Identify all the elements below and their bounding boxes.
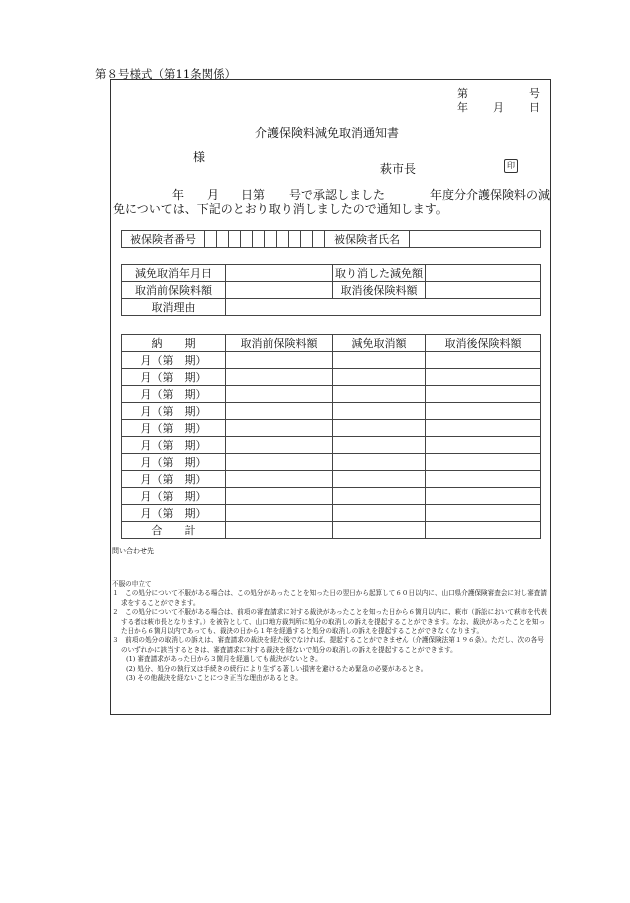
- table-row: [122, 420, 541, 437]
- insured-number-digit[interactable]: [277, 231, 289, 248]
- body-day-no: 日第: [241, 188, 266, 202]
- note-item-3: ３ 前項の処分の取消しの訴えは、審査請求の裁決を経た後でなければ、提起することができません（介護保険法第１９６条）。ただし、次の各号のいずれかに該当するときは、審査請求に対する裁決を経ないで処分の取消しの訴えを提起することができます。: [112, 636, 544, 654]
- after-cell[interactable]: [426, 471, 541, 488]
- header-before: 取消前保険料額: [226, 335, 333, 352]
- after-cell[interactable]: [426, 437, 541, 454]
- cancel-amount-label: 取り消した減免額: [333, 265, 426, 282]
- after-amount-label: 取消後保険料額: [333, 282, 426, 299]
- inquiry-label: 問い合わせ先: [112, 547, 154, 555]
- table-row: [122, 437, 541, 454]
- insured-number-digit[interactable]: [205, 231, 217, 248]
- table-row: [122, 352, 541, 369]
- period-label: 月（第 期）: [122, 403, 226, 420]
- before-cell[interactable]: [226, 369, 333, 386]
- note-item-1: １ この処分について不服がある場合は、この処分があったことを知った日の翌日から起算して６０日以内に、山口県介護保険審査会に対し審査請求をすることができます。: [112, 589, 547, 607]
- table-row: [122, 471, 541, 488]
- period-label: 月（第 期）: [122, 454, 226, 471]
- period-label: 月（第 期）: [122, 505, 226, 522]
- document-title: 介護保険料減免取消通知書: [255, 126, 400, 140]
- before-cell[interactable]: [226, 505, 333, 522]
- insured-number-digit[interactable]: [289, 231, 301, 248]
- note-sub-3: (3) その他裁決を経ないことにつき正当な理由があるとき。: [126, 674, 302, 683]
- reduction-cell[interactable]: [333, 454, 426, 471]
- cancel-reason-field[interactable]: [226, 299, 541, 316]
- period-label: 月（第 期）: [122, 471, 226, 488]
- reduction-cell[interactable]: [333, 471, 426, 488]
- issuer-name: 萩市長: [380, 162, 417, 176]
- body-fiscal: 年度分介護保険料の減: [430, 188, 551, 202]
- period-label: 月（第 期）: [122, 488, 226, 505]
- reduction-cell[interactable]: [333, 437, 426, 454]
- after-cell[interactable]: [426, 420, 541, 437]
- date-month: 月: [493, 101, 504, 114]
- before-cell[interactable]: [226, 386, 333, 403]
- table-row: [122, 505, 541, 522]
- body-approved: 号で承認しました: [289, 188, 386, 202]
- before-cell[interactable]: [226, 352, 333, 369]
- insured-number-digit[interactable]: [265, 231, 277, 248]
- period-label: 月（第 期）: [122, 437, 226, 454]
- table-row: [122, 403, 541, 420]
- insured-name-field[interactable]: [410, 231, 541, 248]
- number-prefix: 第: [457, 87, 468, 100]
- reduction-cell[interactable]: [333, 369, 426, 386]
- insured-table: [121, 230, 541, 248]
- before-cell[interactable]: [226, 403, 333, 420]
- body-line2: 免については、下記のとおり取り消しましたので通知します。: [113, 202, 448, 216]
- table-row: [122, 454, 541, 471]
- table-row: [122, 369, 541, 386]
- form-label: 第８号様式（第11条関係）: [95, 67, 237, 81]
- notes-heading: 不服の申立て: [112, 580, 152, 588]
- total-label: 合 計: [122, 522, 226, 539]
- reduction-cell[interactable]: [333, 386, 426, 403]
- body-year: 年: [172, 188, 185, 202]
- reduction-cell[interactable]: [333, 403, 426, 420]
- seal-mark: 印: [504, 159, 518, 173]
- period-label: 月（第 期）: [122, 420, 226, 437]
- total-after-cell[interactable]: [426, 522, 541, 539]
- after-cell[interactable]: [426, 505, 541, 522]
- note-item-2: ２ この処分について不服がある場合は、前項の審査請求に対する裁決があったことを知った日から６箇月以内に、萩市（訴訟において萩市を代表する者は萩市長となります。）を被告として、山口地方裁判所に処分の取消しの訴えを提起することができます。なお、裁決があったことを知った日から６箇月以内であっても、裁決の日から１年を経過すると処分の取消しの訴えを提起することができなくなります。: [112, 608, 547, 636]
- table-row: [122, 386, 541, 403]
- table-row: [122, 488, 541, 505]
- insured-number-digit[interactable]: [229, 231, 241, 248]
- period-label: 月（第 期）: [122, 369, 226, 386]
- header-reduction: 減免取消額: [333, 335, 426, 352]
- date-year: 年: [457, 101, 468, 114]
- period-table: [121, 334, 541, 539]
- cancel-reason-label: 取消理由: [122, 299, 226, 316]
- note-sub-2: (2) 処分、処分の執行又は手続きの続行により生ずる著しい損害を避けるため緊急の必要があるとき。: [126, 664, 428, 673]
- insured-number-digit[interactable]: [301, 231, 313, 248]
- recipient-honorific: 様: [193, 150, 206, 164]
- cancel-date-label: 減免取消年月日: [122, 265, 226, 282]
- cancel-amount-field[interactable]: [426, 265, 541, 282]
- after-amount-field[interactable]: [426, 282, 541, 299]
- reduction-cell[interactable]: [333, 352, 426, 369]
- insured-number-label: 被保険者番号: [122, 231, 205, 248]
- before-amount-field[interactable]: [226, 282, 333, 299]
- before-cell[interactable]: [226, 420, 333, 437]
- before-cell[interactable]: [226, 437, 333, 454]
- after-cell[interactable]: [426, 488, 541, 505]
- before-cell[interactable]: [226, 488, 333, 505]
- after-cell[interactable]: [426, 403, 541, 420]
- period-label: 月（第 期）: [122, 352, 226, 369]
- appeal-notes: [112, 580, 550, 683]
- header-after: 取消後保険料額: [426, 335, 541, 352]
- number-suffix: 号: [529, 87, 540, 100]
- cancel-info-table: [121, 264, 541, 316]
- insured-number-digit[interactable]: [253, 231, 265, 248]
- after-cell[interactable]: [426, 369, 541, 386]
- total-row: [122, 522, 541, 539]
- insured-number-digit[interactable]: [313, 231, 325, 248]
- body-month: 月: [207, 188, 220, 202]
- period-table-header: [122, 335, 541, 352]
- reduction-cell[interactable]: [333, 505, 426, 522]
- insured-name-label: 被保険者氏名: [325, 231, 410, 248]
- period-label: 月（第 期）: [122, 386, 226, 403]
- before-cell[interactable]: [226, 471, 333, 488]
- before-cell[interactable]: [226, 454, 333, 471]
- reduction-cell[interactable]: [333, 420, 426, 437]
- before-amount-label: 取消前保険料額: [122, 282, 226, 299]
- total-reduction-cell[interactable]: [333, 522, 426, 539]
- insured-number-digit[interactable]: [217, 231, 229, 248]
- date-day: 日: [529, 101, 540, 114]
- total-before-cell[interactable]: [226, 522, 333, 539]
- after-cell[interactable]: [426, 352, 541, 369]
- insured-number-digit[interactable]: [241, 231, 253, 248]
- reduction-cell[interactable]: [333, 488, 426, 505]
- note-sub-1: (1) 審査請求があった日から３箇月を経過しても裁決がないとき。: [126, 655, 322, 664]
- header-period: 納 期: [122, 335, 226, 352]
- after-cell[interactable]: [426, 454, 541, 471]
- after-cell[interactable]: [426, 386, 541, 403]
- cancel-date-field[interactable]: [226, 265, 333, 282]
